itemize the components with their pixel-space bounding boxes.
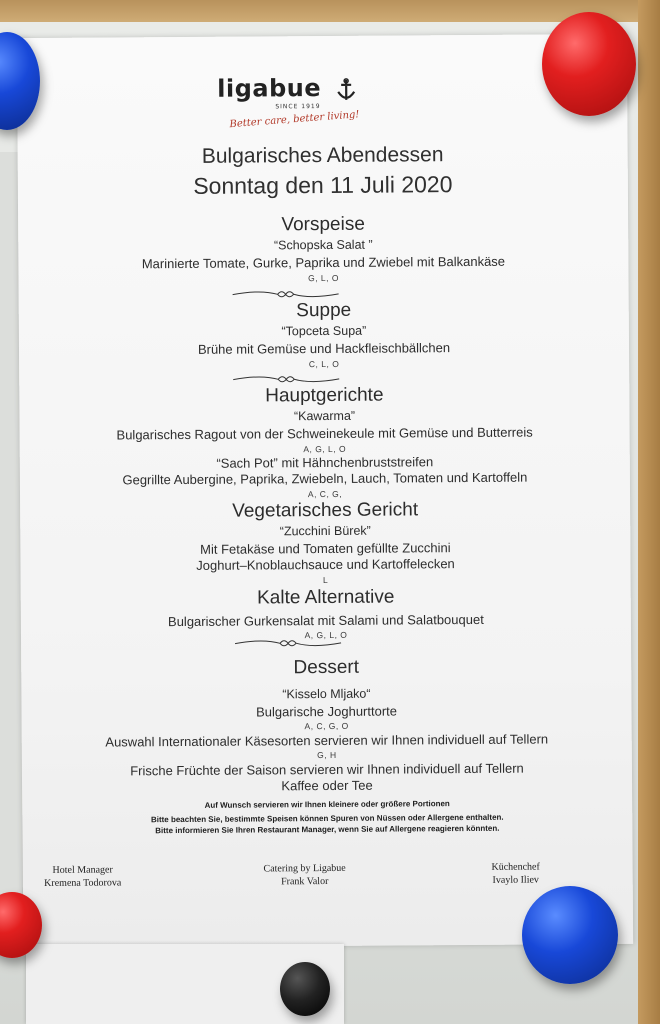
dish-name: “Kawarma” xyxy=(293,408,356,424)
menu-title: Bulgarisches Abendessen xyxy=(201,143,444,168)
dish-name: “Kisselo Mljako“ xyxy=(282,686,371,702)
section-heading-hauptgerichte: Hauptgerichte xyxy=(265,384,384,407)
allergen-codes: L xyxy=(322,574,329,586)
signature-name: Kremena Todorova xyxy=(44,877,122,889)
dish-description: Bulgarische Joghurttorte xyxy=(256,703,398,720)
dish-name: “Schopska Salat ” xyxy=(273,237,373,253)
allergen-codes: A, G, L, O xyxy=(304,629,348,641)
fruit-selection: Frische Früchte der Saison servieren wir Ihnen individuell auf Tellern xyxy=(130,760,524,779)
dish-description: Brühe mit Gemüse und Hackfleischbällchen xyxy=(197,340,451,357)
signature-role: Küchenchef xyxy=(491,861,540,873)
allergen-inform-note: Bitte informieren Sie Ihren Restaurant Manager, wenn Sie auf Allergene reagieren könnten. xyxy=(155,823,500,836)
red-magnet xyxy=(542,12,636,116)
anchor-icon xyxy=(335,78,357,102)
allergen-codes: A, C, G, xyxy=(307,488,343,500)
flourish-divider xyxy=(233,637,343,650)
dish-description: Bulgarisches Ragout von der Schweinekeule mit Gemüse und Butterreis xyxy=(116,424,533,443)
menu-date: Sonntag den 11 Juli 2020 xyxy=(193,171,453,199)
signature-catering xyxy=(245,862,365,889)
signature-name: Frank Valor xyxy=(281,875,329,888)
section-heading-suppe: Suppe xyxy=(296,299,352,322)
allergen-traces-note: Bitte beachten Sie, bestimmte Speisen können Spuren von Nüssen oder Allergene enthalten. xyxy=(150,812,504,825)
signature-chef xyxy=(471,860,561,887)
dish-description: Mit Fetakäse und Tomaten gefüllte Zucchini xyxy=(200,540,451,557)
dish-name: “Zucchini Bürek” xyxy=(279,523,371,539)
signature-hotel-manager xyxy=(29,863,137,890)
section-heading-vorspeise: Vorspeise xyxy=(281,213,365,236)
dish-description: Joghurt–Knoblauchsauce und Kartoffelecken xyxy=(196,556,455,573)
ligabue-logo: ligabue xyxy=(217,74,322,103)
allergen-codes: C, L, O xyxy=(308,358,340,370)
signature-role: Catering by Ligabue xyxy=(263,862,346,875)
flourish-divider xyxy=(231,288,341,301)
signature-name: Ivaylo Iliev xyxy=(492,874,539,886)
dish-description: Marinierte Tomate, Gurke, Paprika und Zwiebel mit Balkankäse xyxy=(141,253,506,272)
dish-name: “Topceta Supa” xyxy=(281,323,367,339)
section-heading-kalte-alternative: Kalte Alternative xyxy=(257,586,395,609)
portions-note: Auf Wunsch servieren wir Ihnen kleinere oder größere Portionen xyxy=(204,799,450,810)
allergen-codes: G, H xyxy=(317,749,337,761)
brand-tagline: Better care, better living! xyxy=(229,109,360,131)
section-heading-vegetarisch: Vegetarisches Gericht xyxy=(232,499,419,522)
menu-sheet xyxy=(17,34,633,948)
dish-description: Bulgarischer Gurkensalat mit Salami und Salatbouquet xyxy=(167,611,484,630)
allergen-codes: A, G, L, O xyxy=(303,443,347,455)
flourish-divider xyxy=(231,373,341,386)
wood-frame-right xyxy=(638,0,660,1024)
allergen-codes: A, C, G, O xyxy=(304,720,349,732)
cheese-selection: Auswahl Internationaler Käsesorten servieren wir Ihnen individuell auf Tellern xyxy=(105,731,549,750)
coffee-or-tea: Kaffee oder Tee xyxy=(281,777,373,794)
black-magnet xyxy=(280,962,330,1016)
since-label: SINCE 1919 xyxy=(275,103,321,111)
dish-description: Gegrillte Aubergine, Paprika, Zwiebeln, Lauch, Tomaten und Kartoffeln xyxy=(122,469,528,488)
blue-magnet xyxy=(522,886,618,984)
section-heading-dessert: Dessert xyxy=(293,656,360,679)
allergen-codes: G, L, O xyxy=(308,272,340,284)
dish-name: “Sach Pot” mit Hähnchenbruststreifen xyxy=(216,454,434,471)
signature-role: Hotel Manager xyxy=(52,864,113,876)
